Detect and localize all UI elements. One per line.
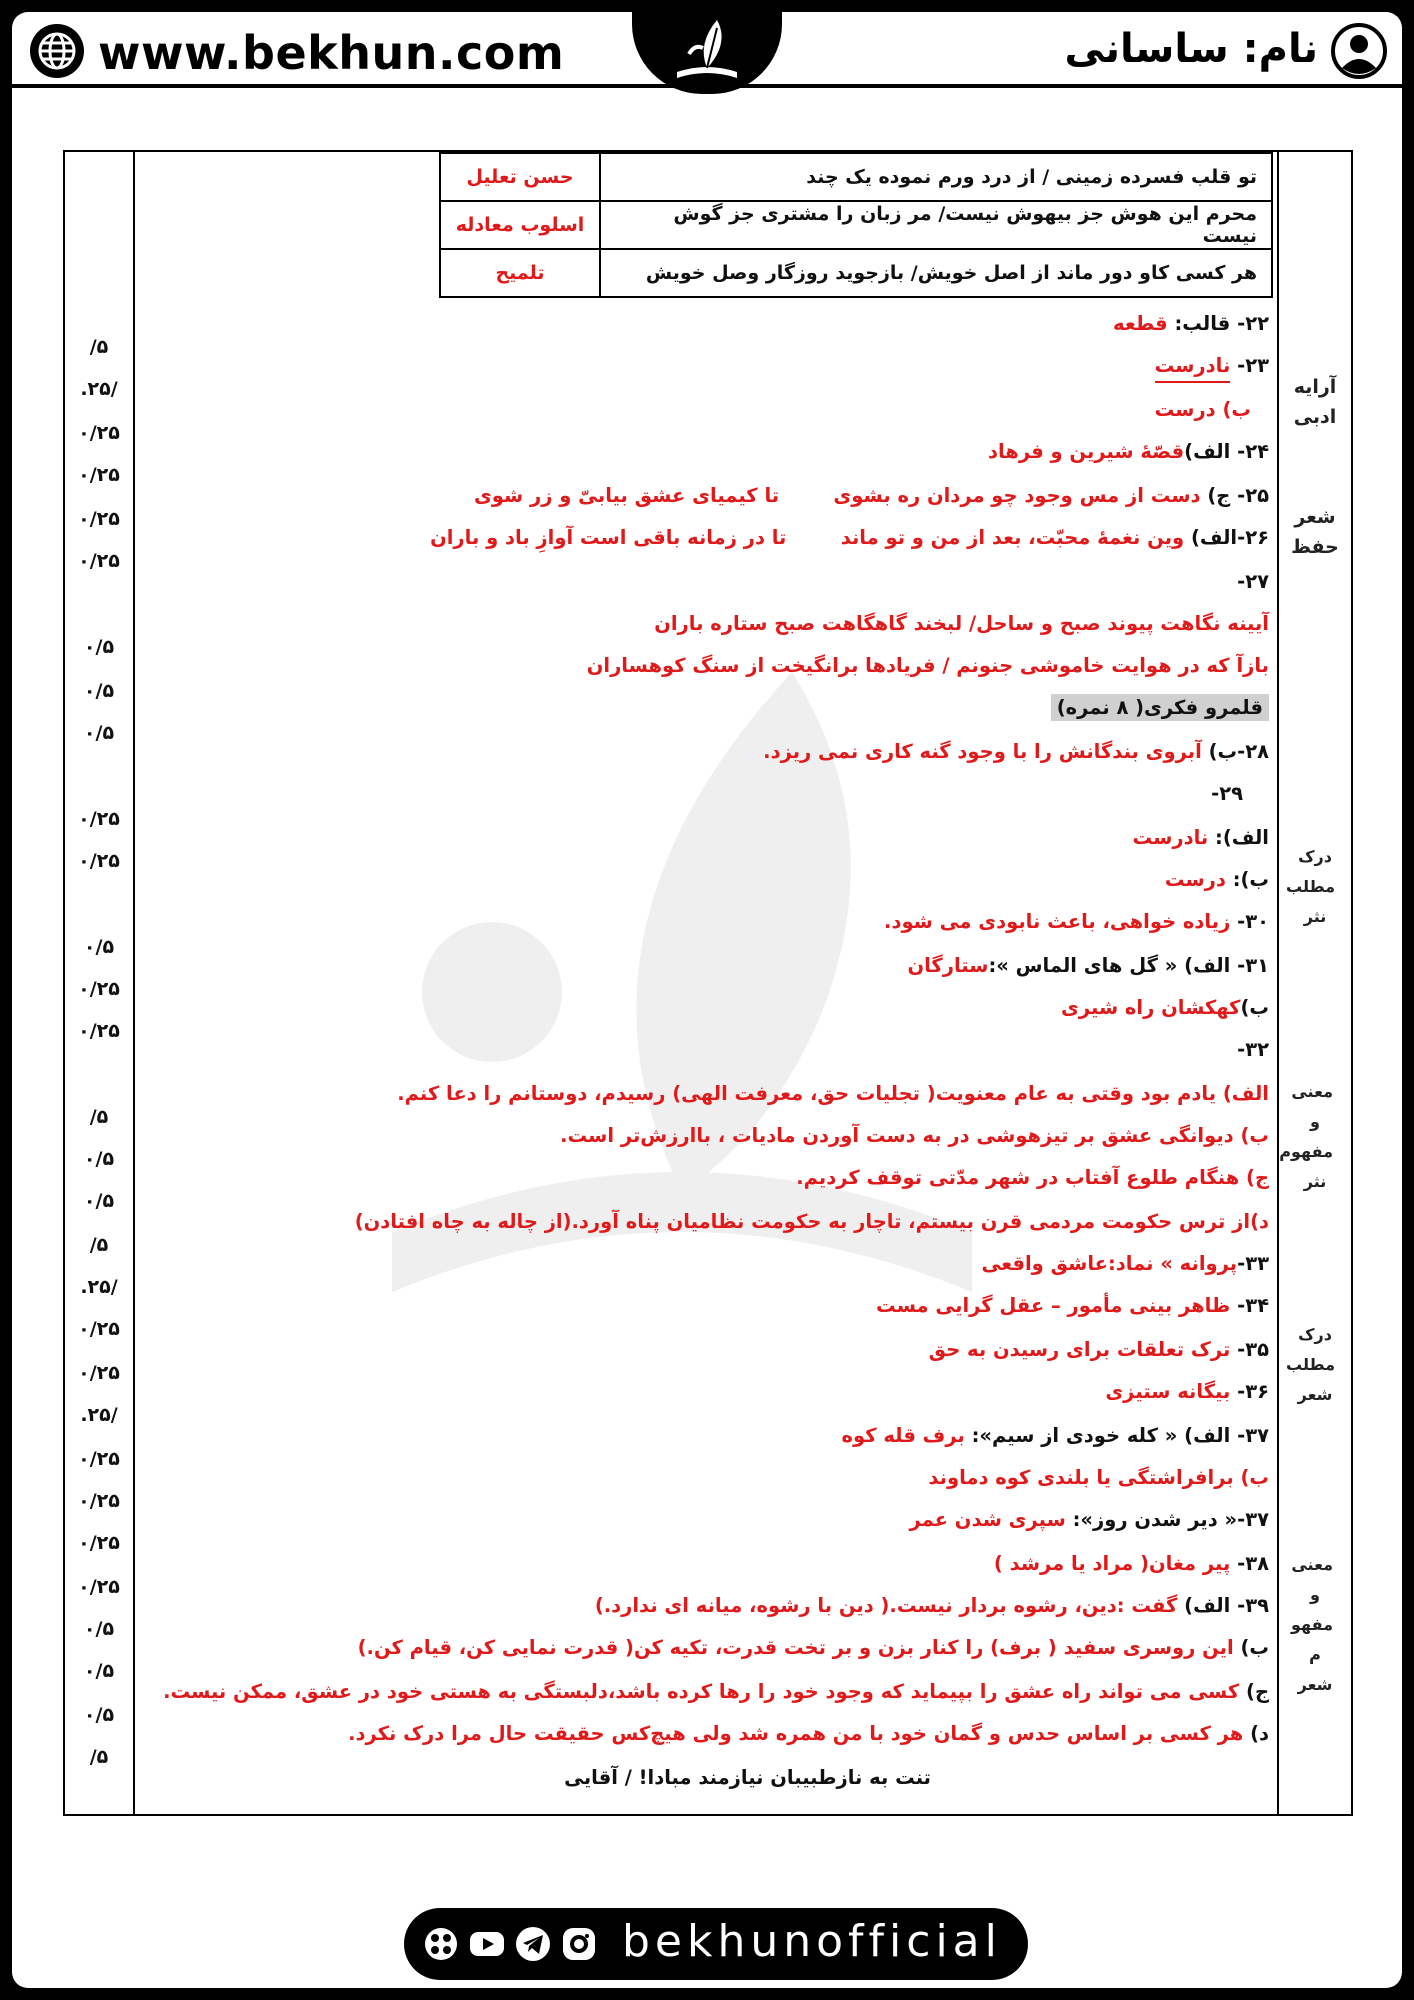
table-cell-device: حسن تعلیل [440, 153, 600, 201]
youtube-icon[interactable] [468, 1925, 506, 1963]
answer-31: ۳۱- الف) « گل های الماس »:ستارگان [907, 954, 1269, 977]
score-value: ۰/۵ [83, 680, 115, 702]
answer-36: ۳۶- بیگانه ستیزی [1105, 1380, 1269, 1403]
answer-29: ۲۹- [1211, 782, 1243, 805]
score-value: ۰/۲۵ [78, 1490, 120, 1512]
answer-39c: ج) کسی می تواند راه عشق را بپیماید که وجود خود را رها کرده باشد،دلبستگی به هستی خود در عشق، ممکن نیست. [163, 1680, 1269, 1703]
answer-22: ۲۲- قالب: قطعه [1113, 312, 1269, 335]
social-footer [404, 1908, 1028, 1980]
brand-logo [632, 12, 782, 94]
category-label: معنی و مفهو م شعر [1290, 1555, 1333, 1694]
section-heading: قلمرو فکری( ۸ نمره) [1051, 696, 1269, 719]
answer-37b: ب) برافراشتگی یا بلندی کوه دماوند [928, 1466, 1269, 1489]
answer-31b: ب)کهکشان راه شیری [1060, 996, 1269, 1019]
user-icon [1330, 22, 1388, 80]
score-value: ۰/۲۵ [78, 1448, 120, 1470]
answer-32d: د)از ترس حکومت مردمی قرن بیستم، تاچار به حکومت نظامیان پناه آورد.(از چاله به چاه افتادن) [354, 1210, 1269, 1233]
category-label: آرایه ادبی [1293, 376, 1337, 428]
website-url[interactable]: www.bekhun.com [98, 26, 565, 80]
answer-38: ۳۸- پیر مغان( مراد یا مرشد ) [993, 1552, 1269, 1575]
answer-37x: ۳۷-« دیر شدن روز»: سپری شدن عمر [909, 1508, 1269, 1531]
answer-key-frame [63, 150, 1353, 1816]
score-value: /۵ [89, 1234, 109, 1256]
table-cell-verse: تو قلب فسرده زمینی / از درد ورم نموده یک چند [600, 153, 1272, 201]
answer-27: ۲۷- [1237, 570, 1269, 593]
feather-book-icon [667, 14, 747, 90]
closing-note: تنت به نازطبیبان نیازمند مبادا! / آقایی [564, 1766, 931, 1789]
score-value: ۰/۲۵ [78, 850, 120, 872]
aparat-icon[interactable] [422, 1925, 460, 1963]
header [12, 12, 1402, 88]
instagram-icon[interactable] [560, 1925, 598, 1963]
score-value: ۰/۲۵ [78, 1362, 120, 1384]
answer-32: ۳۲- [1237, 1038, 1269, 1061]
table-row [440, 153, 1272, 201]
score-value: /۵ [89, 336, 109, 358]
answer-28: ۲۸-ب) آبروی بندگانش را با وجود گنه کاری نمی ریزد. [763, 740, 1269, 763]
score-value: /۵ [89, 1746, 109, 1768]
table-cell-verse: محرم این هوش جز بیهوش نیست/ مر زبان را مشتری جز گوش نیست [600, 201, 1272, 249]
answer-32c: ج) هنگام طلوع آفتاب در شهر مدّتی توقف کردیم. [796, 1166, 1269, 1189]
score-value: ۰/۲۵ [78, 808, 120, 830]
answer-29b: ب): درست [1164, 868, 1269, 891]
student-name: نام: ساسانی [1064, 26, 1318, 72]
category-label: معنی و مفهوم نثر [1279, 1082, 1333, 1191]
category-label: درک مطلب شعر [1286, 1325, 1335, 1404]
score-value: ۰/۵ [83, 1618, 115, 1640]
score-value: ۰/۵ [83, 722, 115, 744]
score-value: ۰/۲۵ [78, 1318, 120, 1340]
table-cell-verse: هر کسی کاو دور ماند از اصل خویش/ بازجوید روزگار وصل خویش [600, 249, 1272, 297]
telegram-icon[interactable] [514, 1925, 552, 1963]
score-value: ۰/۵ [83, 1190, 115, 1212]
score-value: ۰/۵ [83, 636, 115, 658]
category-label: شعر حفظ [1291, 506, 1339, 558]
answer-39b: ب) این روسری سفید ( برف) را کنار بزن و بر تخت قدرت، تکیه کن( قدرت نمایی کن، قیام کن.) [357, 1636, 1269, 1659]
answer-27a: آیینه نگاهت پیوند صبح و ساحل/ لبخند گاهگاهت صبح ستاره باران [654, 612, 1269, 635]
table-row [440, 249, 1272, 297]
category-label: درک مطلب نثر [1286, 847, 1335, 926]
score-column-divider [133, 152, 135, 1814]
answer-24: ۲۴- الف)قصّهٔ شیرین و فرهاد [987, 440, 1269, 463]
answer-35: ۳۵- ترک تعلقات برای رسیدن به حق [928, 1338, 1269, 1361]
score-value: ۰/۲۵ [78, 978, 120, 1000]
answer-23: ۲۳- نادرست [1155, 354, 1269, 377]
answer-23b: ب) درست [1154, 398, 1251, 421]
score-value: ۰/۲۵ [78, 1020, 120, 1042]
table-row [440, 201, 1272, 249]
score-value: ۰/۵ [83, 1148, 115, 1170]
answer-34: ۳۴- ظاهر بینی مأمور – عقل گرایی مست [876, 1294, 1269, 1317]
answer-25: ۲۵- ج) دست از مس وجود چو مردان ره بشوی تا کیمیای عشق بیابیّ و زر شوی [473, 484, 1269, 507]
social-handle[interactable]: bekhunofficial [622, 1916, 1002, 1967]
table-cell-device: تلمیح [440, 249, 600, 297]
score-value: ۰/۵ [83, 1660, 115, 1682]
score-value: /۵ [89, 1106, 109, 1128]
score-value: ۰/۲۵ [78, 1576, 120, 1598]
answer-37: ۳۷- الف) « کله خودی از سیم»: برف قله کوه [841, 1424, 1269, 1447]
answer-32b: ب) دیوانگی عشق بر تیزهوشی در به دست آوردن مادیات ، باارزش‌تر است. [560, 1124, 1269, 1147]
table-cell-device: اسلوب معادله [440, 201, 600, 249]
score-value: ۰/۲۵ [78, 550, 120, 572]
answer-30: ۳۰- زیاده خواهی، باعث نابودی می شود. [884, 910, 1269, 933]
score-value: ۰/۲۵ [78, 1532, 120, 1554]
answer-29a: الف): نادرست [1132, 826, 1269, 849]
literary-devices-table [439, 152, 1273, 298]
answer-39: ۳۹- الف) گفت :دین، رشوه بردار نیست.( دین با رشوه، میانه ای ندارد.) [594, 1594, 1269, 1617]
score-value: ۰/۲۵ [78, 464, 120, 486]
social-icons [422, 1925, 598, 1963]
answer-26: ۲۶-الف) وین نغمهٔ محبّت، بعد از من و تو ماند تا در زمانه باقی است آوازِ باد و باران [430, 526, 1269, 549]
page [12, 12, 1402, 1988]
answer-27b: بازآ که در هوایت خاموشی جنونم / فریادها برانگیخت از سنگ کوهساران [586, 654, 1269, 677]
globe-icon [28, 22, 86, 80]
score-value: .۲۵/ [80, 1276, 118, 1298]
score-value: ۰/۲۵ [78, 422, 120, 444]
answer-33: ۳۳-پروانه » نماد:عاشق واقعی [981, 1252, 1269, 1275]
score-value: ۰/۲۵ [78, 508, 120, 530]
score-value: ۰/۵ [83, 936, 115, 958]
answer-32a: الف) یادم بود وقتی به عام معنویت( تجلیات حق، معرفت الهی) رسیدم، دوستانم را دعا کنم. [397, 1082, 1269, 1105]
score-value: .۲۵/ [80, 378, 118, 400]
score-value: ۰/۵ [83, 1704, 115, 1726]
score-value: .۲۵/ [80, 1404, 118, 1426]
answer-39d: د) هر کسی بر اساس حدس و گمان خود با من همره شد ولی هیچ‌کس حقیقت حال مرا درک نکرد. [348, 1722, 1269, 1745]
